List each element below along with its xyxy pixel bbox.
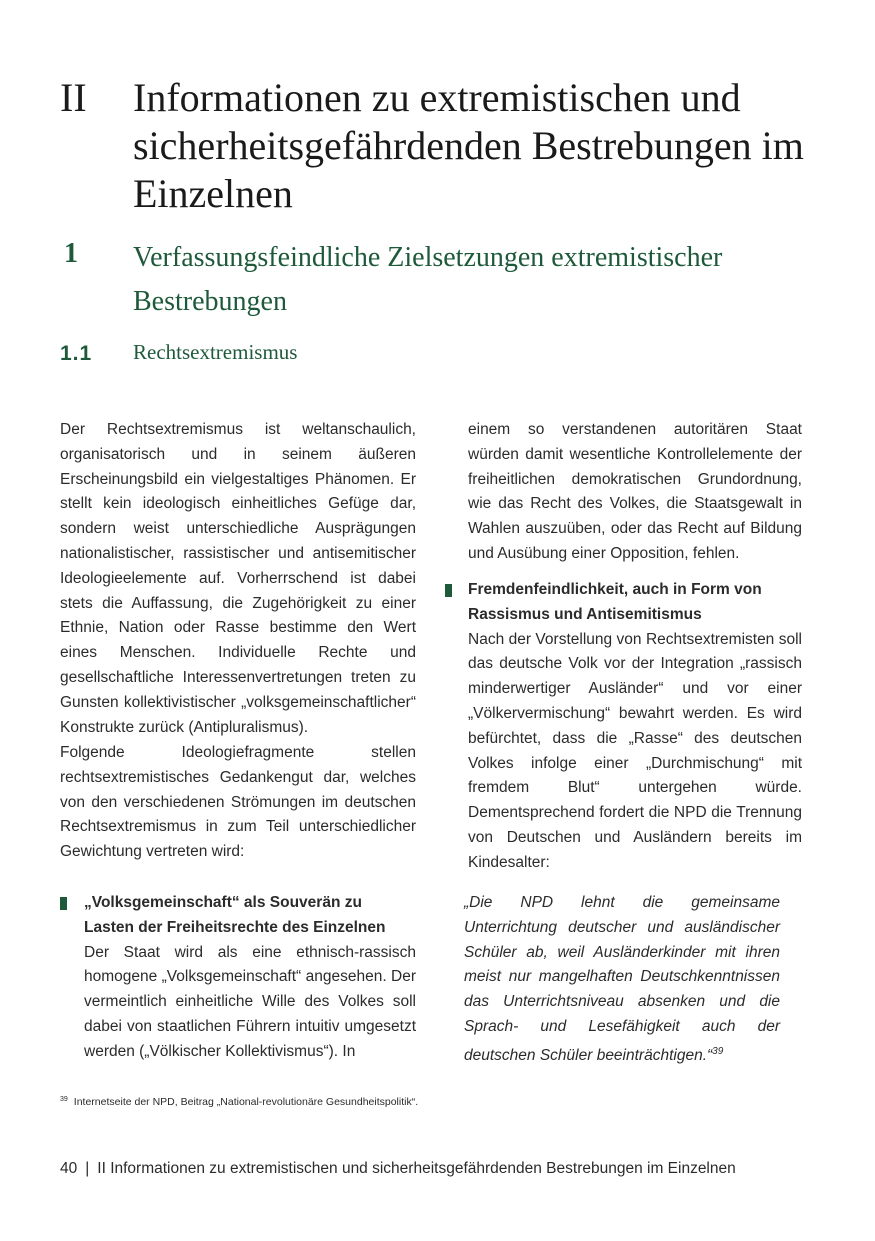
footnote-reference: 39 xyxy=(712,1045,724,1057)
page-number: 40 xyxy=(60,1160,78,1177)
bullet-marker-icon xyxy=(445,584,452,597)
footnote-number: 39 xyxy=(60,1096,68,1103)
subsection-number: 1.1 xyxy=(60,342,93,365)
bullet-item-volksgemeinschaft xyxy=(84,891,416,1065)
bullet-marker-icon xyxy=(60,897,67,910)
footer-separator: | xyxy=(85,1160,90,1177)
quote-text: „Die NPD lehnt die gemeinsame Unterrichtung deutscher und ausländischer Schüler ab, weil Ausländerkinder mit ihren meist nur mangelhaften Deutschkenntnissen das Unterrichtsniveau absenken und die Sprach- und Lesefähigkeit auch der deutschen Schüler beeinträchtigen.“ xyxy=(464,894,780,1064)
npd-quote xyxy=(464,891,780,1069)
bullet-text: Der Staat wird als eine ethnisch-rassisch homogene „Volksgemeinschaft“ angesehen. Der vermeintlich einheitliche Wille des Volkes soll dabei von staatlichen Führern intuitiv umgesetzt werden („Völkischer Kollektivismus“). In xyxy=(84,943,416,1060)
section-title: Verfassungsfeindliche Zielsetzungen extremistischer Bestrebungen xyxy=(133,242,723,317)
running-title: II Informationen zu extremistischen und sicherheitsgefährdenden Bestrebungen im Einzelnen xyxy=(97,1160,736,1177)
bullet-heading: „Volksgemeinschaft“ als Souverän zu Lasten der Freiheitsrechte des Einzelnen xyxy=(84,894,386,936)
bullet-item-fremdenfeindlichkeit xyxy=(468,578,802,876)
footnote xyxy=(60,1096,418,1108)
chapter-title: Informationen zu extremistischen und sicherheitsgefährdenden Bestrebungen im Einzelnen xyxy=(133,75,804,216)
footnote-text: Internetseite der NPD, Beitrag „National-revolutionäre Gesundheitspolitik“. xyxy=(73,1096,419,1108)
intro-paragraph: Der Rechtsextremismus ist weltanschaulich, organisatorisch und in seinem äußeren Erscheinungsbild ein vielgestaltiges Phänomen. Er stellt kein ideologisch einheitliches Gefüge dar, sondern weist unterschiedliche Ausprägungen nationalistischer, rassistischer und antisemitischer Ideologieelemente auf. Vorherrschend ist dabei stets die Auffassung, die Zugehörigkeit zu einer Ethnie, Nation oder Rasse bestimme den Wert eines Menschen. Individuelle Rechte und gesellschaftliche Interessenvertretungen treten zu Gunsten kollektivistischer „volksgemeinschaftlicher“ Konstrukte zurück (Antipluralismus). xyxy=(60,421,416,736)
section-number: 1 xyxy=(64,238,78,269)
continuation-paragraph: einem so verstandenen autoritären Staat würden damit wesentliche Kontrollelemente der freiheitlichen demokratischen Grundordnung, wie das Recht des Volkes, die Staatsgewalt in Wahlen auszuüben, oder das Recht auf Bildung und Ausübung einer Opposition, fehlen. xyxy=(468,421,802,562)
page-footer xyxy=(60,1160,736,1178)
chapter-number: II xyxy=(60,75,87,120)
bullet-text: Nach der Vorstellung von Rechtsextremisten soll das deutsche Volk vor der Integration „rassisch minderwertiger Ausländer“ und vor einer „Völkervermischung“ bewahrt werden. Es wird befürchtet, dass die „Rasse“ des deutschen Volkes infolge einer „Durchmischung“ mit fremdem Blut“ untergehen würde. Dementsprechend fordert die NPD die Trennung von Deutschen und Ausländern bereits im Kindesalter: xyxy=(468,630,802,871)
bullet-heading: Fremdenfeindlichkeit, auch in Form von Rassismus und Antisemitismus xyxy=(468,581,762,623)
intro-paragraph-2: Folgende Ideologiefragmente stellen rechtsextremistisches Gedankengut dar, welches von den verschiedenen Strömungen im deutschen Rechtsextremismus in zum Teil unterschiedlicher Gewichtung vertreten wird: xyxy=(60,744,416,861)
subsection-title: Rechtsextremismus xyxy=(133,340,298,364)
